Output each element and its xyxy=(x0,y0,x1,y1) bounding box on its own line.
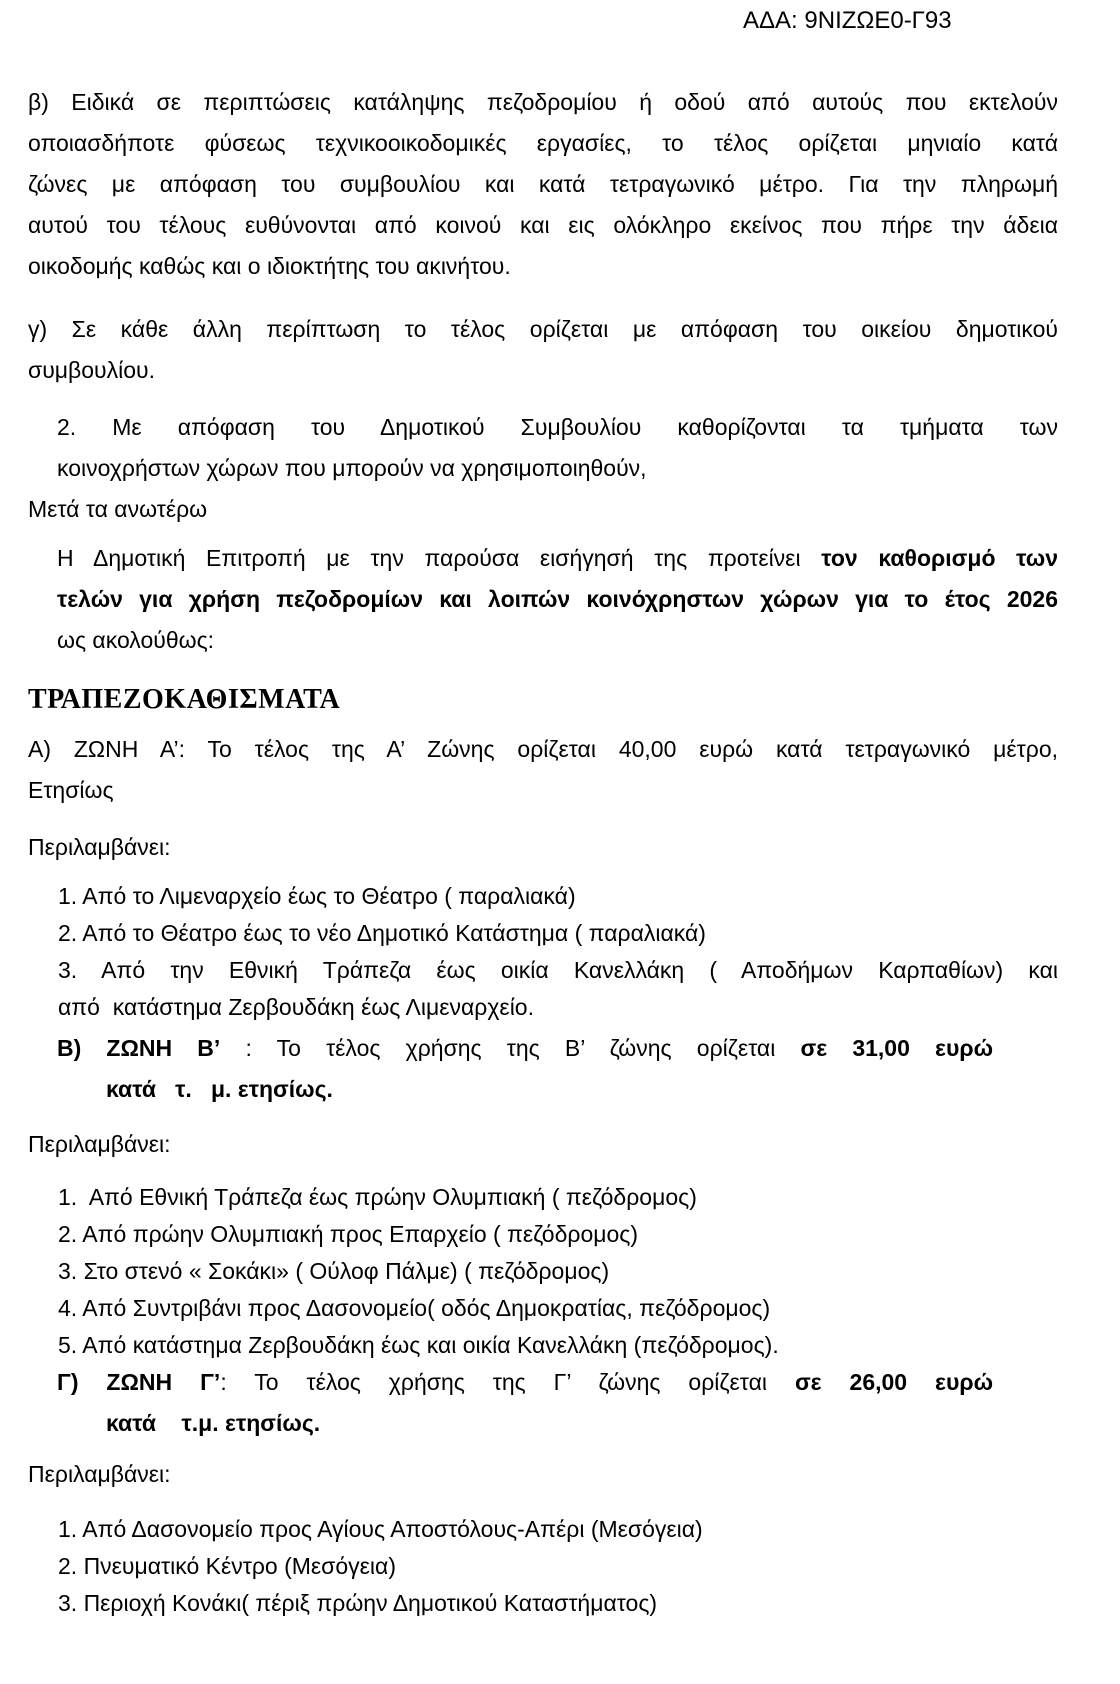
zone-b-title xyxy=(28,1028,993,1110)
paragraph-beta-line: οποιασδήποτε φύσεως τεχνικοοικοδομικές εργασίες, το τέλος ορίζεται μηνιαίο κατά xyxy=(28,130,1058,156)
zone-c-title-line: κατά τ.μ. ετησίως. xyxy=(106,1410,321,1436)
paragraph-beta-line: οικοδομής καθώς και ο ιδιοκτήτης του ακινήτου. xyxy=(28,253,511,279)
zone-c-includes-label: Περιλαμβάνει: xyxy=(28,1461,171,1487)
paragraph-item-2-line: 2. Με απόφαση του Δημοτικού Συμβουλίου καθορίζονται τα τμήματα των xyxy=(57,414,1058,440)
paragraph-beta-line: β) Ειδικά σε περιπτώσεις κατάληψης πεζοδρομίου ή οδού από αυτούς που εκτελούν xyxy=(28,89,1058,115)
list-item: 3. Στο στενό « Σοκάκι» ( Ούλοφ Πάλμε) ( πεζόδρομος) xyxy=(58,1258,610,1284)
list-item: 1. Από το Λιμεναρχείο έως το Θέατρο ( παραλιακά) xyxy=(58,883,576,909)
proposal-bold-text: τον καθορισμό των xyxy=(821,545,1058,571)
zone-b-title-line xyxy=(57,1028,993,1069)
list-item: 3. Περιοχή Κονάκι( πέριξ πρώην Δημοτικού Καταστήματος) xyxy=(58,1590,658,1616)
zone-a-title-line: Α) ΖΩΝΗ Α’: Το τέλος της Α’ Ζώνης ορίζεται 40,00 ευρώ κατά τετραγωνικό μέτρο, xyxy=(28,736,1058,762)
zone-c-title-line xyxy=(57,1362,993,1403)
proposal-regular-text: Η Δημοτική Επιτροπή με την παρούσα εισήγησή της προτείνει xyxy=(57,545,822,571)
zone-c-list xyxy=(28,1511,1058,1622)
note-meta: Μετά τα ανωτέρω xyxy=(28,496,208,522)
list-item: 2. Από το Θέατρο έως το νέο Δημοτικό Κατάστημα ( παραλιακά) xyxy=(58,920,706,946)
paragraph-proposal-line: ως ακολούθως: xyxy=(57,627,215,653)
ada-code: ΑΔΑ: 9ΝΙΖΩΕ0-Γ93 xyxy=(743,7,952,34)
list-item-continuation: από κατάστημα Ζερβουδάκη έως Λιμεναρχείο. xyxy=(58,994,534,1020)
zone-b-label: Β) ΖΩΝΗ Β’ xyxy=(57,1035,221,1061)
zone-b-title-line: κατά τ. μ. ετησίως. xyxy=(106,1076,333,1102)
paragraph-proposal-line xyxy=(57,538,1058,579)
zone-b-list xyxy=(28,1179,1058,1364)
zone-c-fee: σε 26,00 ευρώ xyxy=(794,1369,993,1395)
zone-a-includes-label: Περιλαμβάνει: xyxy=(28,834,171,860)
paragraph-beta-line: αυτού του τέλους ευθύνονται από κοινού και εις ολόκληρο εκείνος που πήρε την άδεια xyxy=(28,212,1058,238)
zone-b-fee: σε 31,00 ευρώ xyxy=(800,1035,993,1061)
paragraph-item-2 xyxy=(28,407,1058,489)
list-item: 3. Από την Εθνική Τράπεζα έως οικία Κανελλάκη ( Αποδήμων Καρπαθίων) και xyxy=(58,957,1058,983)
zone-a-title xyxy=(28,729,1058,811)
paragraph-beta xyxy=(28,82,1058,287)
paragraph-item-2-line: κοινοχρήστων χώρων που μπορούν να χρησιμοποιηθούν, xyxy=(57,455,647,481)
paragraph-gamma-line: γ) Σε κάθε άλλη περίπτωση το τέλος ορίζεται με απόφαση του οικείου δημοτικού xyxy=(28,316,1058,342)
zone-c-label: Γ) ΖΩΝΗ Γ’ xyxy=(57,1369,221,1395)
list-item: 1. Από Δασονομείο προς Αγίους Αποστόλους-Απέρι (Μεσόγεια) xyxy=(58,1516,703,1542)
zone-c-title xyxy=(28,1362,993,1444)
list-item: 1. Από Εθνική Τράπεζα έως πρώην Ολυμπιακή ( πεζόδρομος) xyxy=(58,1184,697,1210)
zone-a-list xyxy=(28,878,1058,1026)
zone-b-regular-text: : Το τέλος χρήσης της Β’ ζώνης ορίζεται xyxy=(220,1035,801,1061)
zone-b-includes-label: Περιλαμβάνει: xyxy=(28,1131,171,1157)
list-item: 5. Από κατάστημα Ζερβουδάκη έως και οικία Κανελλάκη (πεζόδρομος). xyxy=(58,1332,779,1358)
list-item: 2. Από πρώην Ολυμπιακή προς Επαρχείο ( πεζόδρομος) xyxy=(58,1221,639,1247)
zone-a-title-line: Ετησίως xyxy=(28,777,114,803)
paragraph-proposal xyxy=(28,538,1058,661)
paragraph-beta-line: ζώνες με απόφαση του συμβουλίου και κατά τετραγωνικό μέτρο. Για την πληρωμή xyxy=(28,171,1058,197)
paragraph-gamma xyxy=(28,309,1058,391)
section-heading-trapezokathismata: ΤΡΑΠΕΖΟΚΑΘΙΣΜΑΤΑ xyxy=(28,684,341,715)
paragraph-gamma-line: συμβουλίου. xyxy=(28,357,155,383)
list-item: 4. Από Συντριβάνι προς Δασονομείο( οδός Δημοκρατίας, πεζόδρομος) xyxy=(58,1295,771,1321)
list-item: 2. Πνευματικό Κέντρο (Μεσόγεια) xyxy=(58,1553,396,1579)
zone-c-regular-text: : Το τέλος χρήσης της Γ’ ζώνης ορίζεται xyxy=(220,1369,795,1395)
paragraph-proposal-line: τελών για χρήση πεζοδρομίων και λοιπών κοινόχρηστων χώρων για το έτος 2026 xyxy=(57,586,1058,612)
